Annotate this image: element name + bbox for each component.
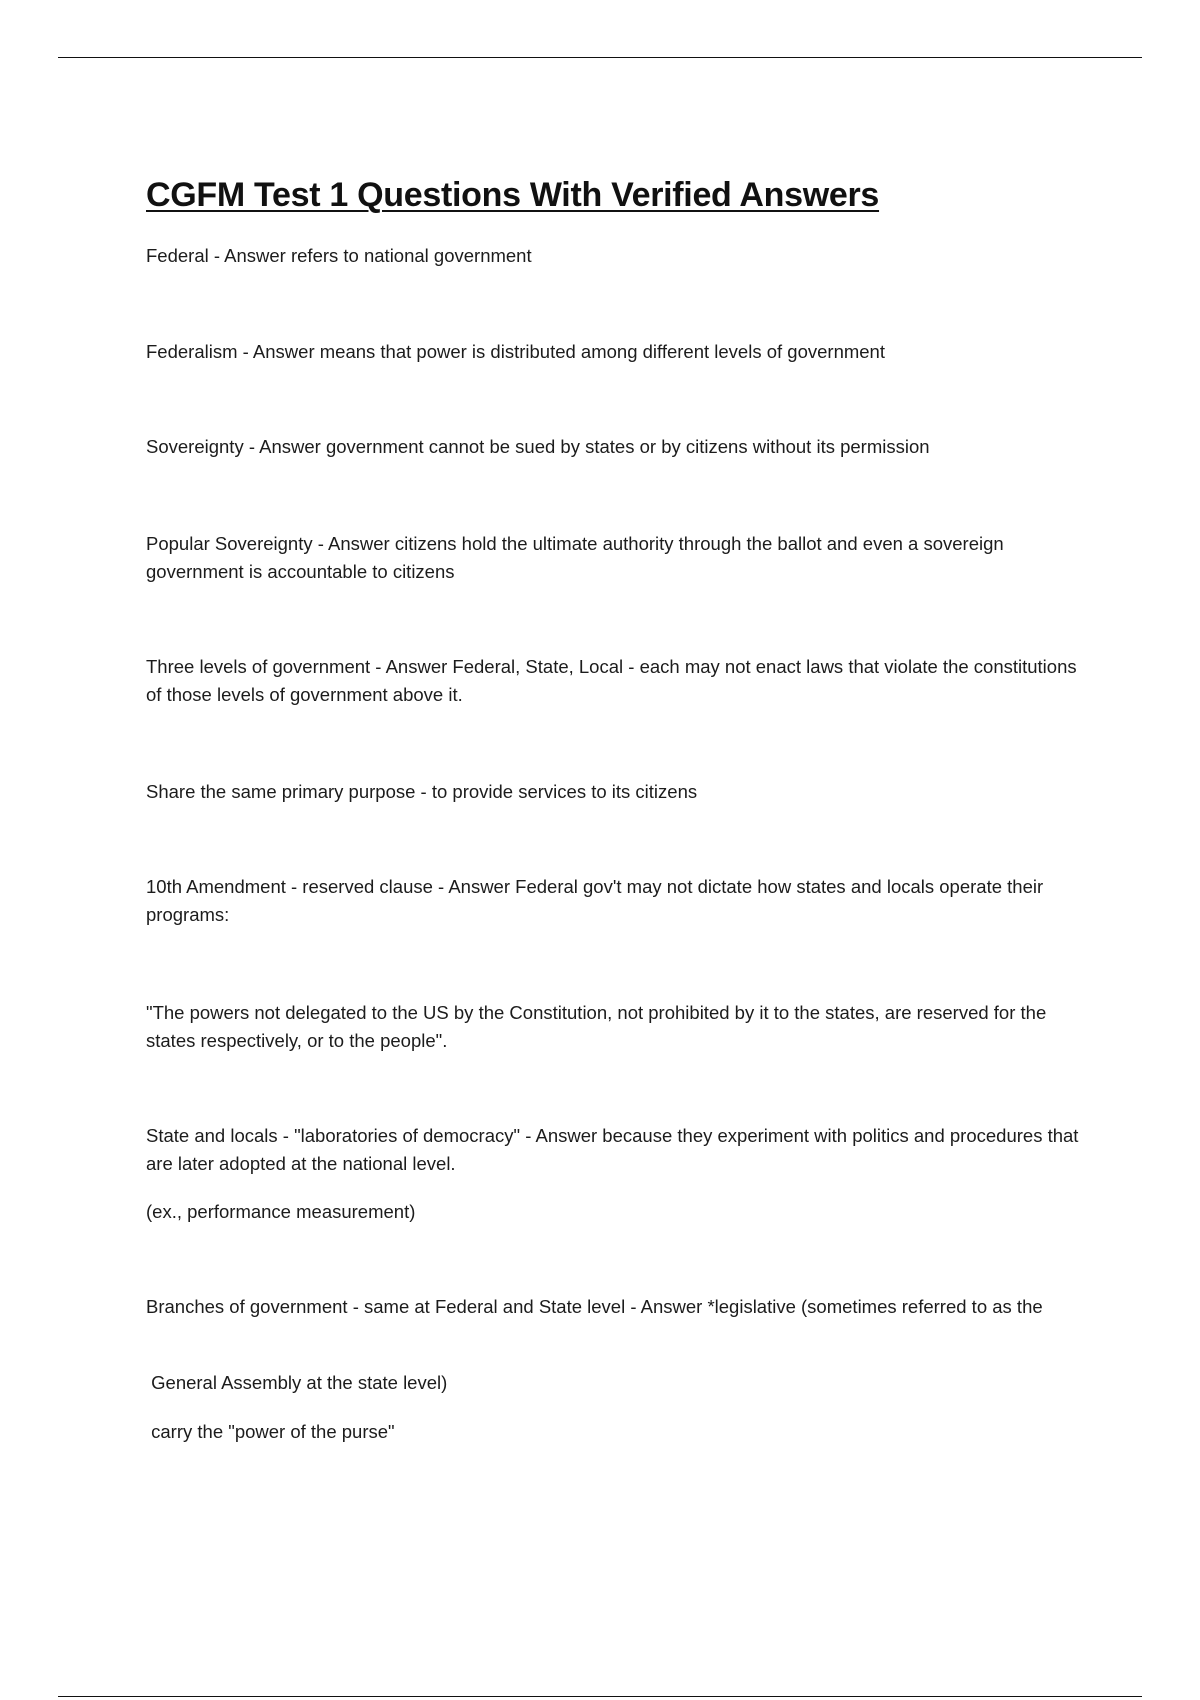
entry-sovereignty: Sovereignty - Answer government cannot be sued by states or by citizens without its permission — [146, 436, 930, 457]
header-rule — [58, 57, 1142, 58]
entry-branches-of-government: Branches of government - same at Federal and State level - Answer *legislative (sometimes referred to as the — [146, 1296, 1043, 1317]
entry-constitution-quote: "The powers not delegated to the US by the Constitution, not prohibited by it to the states, are reserved for the states respectively, or to the people". — [146, 1002, 1047, 1051]
entry-laboratories-of-democracy: State and locals - "laboratories of democracy" - Answer because they experiment with politics and procedures that are later adopted at the national level. — [146, 1125, 1079, 1174]
document-title: CGFM Test 1 Questions With Verified Answers — [146, 176, 880, 214]
entry-popular-sovereignty: Popular Sovereignty - Answer citizens hold the ultimate authority through the ballot and even a sovereign government is accountable to citizens — [146, 533, 1004, 582]
entry-10th-amendment: 10th Amendment - reserved clause - Answer Federal gov't may not dictate how states and locals operate their programs: — [146, 876, 1044, 925]
entry-general-assembly: General Assembly at the state level) — [146, 1372, 448, 1393]
entry-example: (ex., performance measurement) — [146, 1201, 416, 1222]
entry-federal: Federal - Answer refers to national government — [146, 245, 532, 266]
entry-three-levels: Three levels of government - Answer Federal, State, Local - each may not enact laws that violate the constitutions of those levels of government above it. — [146, 656, 1077, 705]
entry-primary-purpose: Share the same primary purpose - to provide services to its citizens — [146, 781, 698, 802]
entry-federalism: Federalism - Answer means that power is distributed among different levels of government — [146, 341, 885, 362]
footer-rule — [58, 1696, 1142, 1697]
entry-power-of-purse: carry the "power of the purse" — [146, 1421, 395, 1442]
